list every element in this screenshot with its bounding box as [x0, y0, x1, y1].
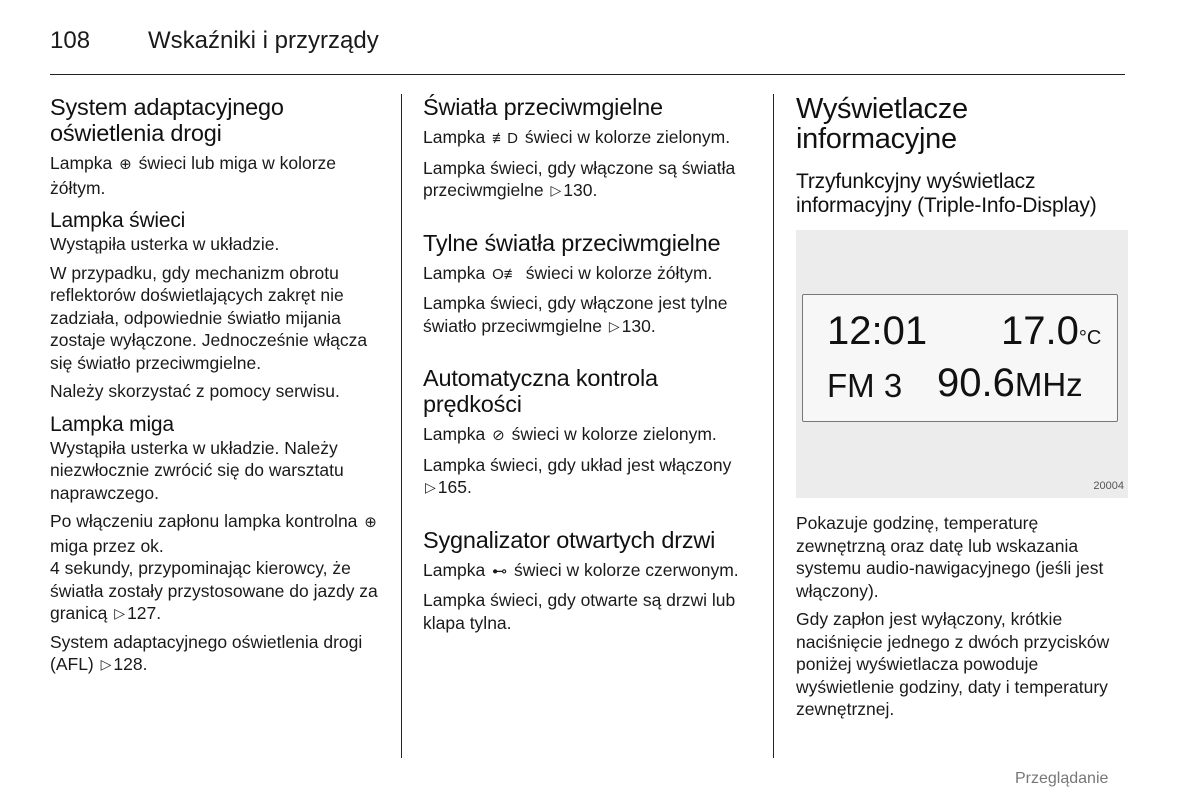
page-reference[interactable]: 127.	[127, 603, 162, 623]
paragraph: Lampka ⊘ świeci w kolorze zielonym.	[423, 424, 717, 444]
display-temperature: 17.0°C	[1001, 309, 1102, 353]
paragraph: Lampka świeci, gdy włączone jest tylne światło przeciwmgielne ▷ 130.	[423, 293, 728, 336]
section-heading-info-displays: Wyświetlacze informacyjne	[796, 93, 968, 155]
section-heading-cruise-control: Automatyczna kontrola prędkości	[423, 365, 658, 417]
section-heading-afl: System adaptacyjnego oświetlenia drogi	[50, 94, 284, 146]
subheading-triple-info-display: Trzyfunkcyjny wyświetlacz informacyjny (Triple-Info-Display)	[796, 170, 1097, 217]
temperature-unit: °C	[1078, 327, 1102, 349]
paragraph: Wystąpiła usterka w układzie. Należy niezwłocznie zwrócić się do warsztatu naprawczego.	[50, 437, 344, 503]
browse-link[interactable]: Przeglądanie	[1015, 770, 1109, 787]
page-reference-icon: ▷	[608, 317, 620, 334]
paragraph: Wystąpiła usterka w układzie.	[50, 234, 280, 254]
page-reference[interactable]: 165.	[437, 477, 472, 497]
section-heading-rear-fog: Tylne światła przeciwmgielne	[423, 229, 721, 256]
running-title: Wskaźniki i przyrządy	[148, 27, 379, 54]
column-afl	[50, 94, 386, 676]
page-header	[50, 22, 1125, 75]
paragraph: Gdy zapłon jest wyłączony, krótkie naciśnięcie jednego z dwóch przycisków poniżej wyświetlacza powoduje wyświetlenie godziny, daty i temperatury zewnętrznej.	[796, 609, 1110, 719]
column-divider	[401, 94, 402, 758]
paragraph: Lampka ⊕ świeci lub miga w kolorze żółtym.	[50, 153, 337, 198]
paragraph: Lampka ≢D świeci w kolorze zielonym.	[423, 127, 731, 147]
subheading-lamp-blinks: Lampka miga	[50, 412, 174, 436]
frequency-unit: MHz	[1014, 366, 1083, 403]
lcd-screen	[802, 294, 1118, 422]
column-divider	[773, 94, 774, 758]
section-heading-fog-lights: Światła przeciwmgielne	[423, 94, 663, 120]
paragraph: Pokazuje godzinę, temperaturę zewnętrzną oraz datę lub wskazania systemu audio-nawigacyjnego (jeśli jest włączony).	[796, 513, 1104, 601]
display-radio-source: FM 3	[827, 367, 903, 404]
paragraph: Lampka O≢ świeci w kolorze żółtym.	[423, 262, 713, 283]
afl-indicator-icon: ⊕	[364, 514, 377, 531]
section-heading-door-open: Sygnalizator otwartych drzwi	[423, 526, 716, 553]
paragraph: W przypadku, gdy mechanizm obrotu reflektorów doświetlających zakręt nie zadziała, odpowiednie światło mijania zostaje wyłączone. Jednocześnie włącza się światło przeciwmgielne.	[50, 262, 368, 373]
fog-light-icon: ≢D	[492, 130, 518, 147]
page-reference-icon: ▷	[425, 479, 436, 495]
display-time: 12:01	[827, 309, 928, 353]
paragraph: Należy skorzystać z pomocy serwisu.	[50, 381, 340, 401]
page-reference-icon: ▷	[100, 656, 112, 672]
page-reference[interactable]: 130.	[621, 315, 656, 336]
display-frequency: 90.6MHz	[937, 361, 1083, 405]
subheading-lamp-lit: Lampka świeci	[50, 209, 186, 232]
page-reference-icon: ▷	[114, 605, 126, 621]
display-illustration	[796, 230, 1128, 498]
page-number: 108	[50, 27, 91, 54]
column-info-display	[796, 94, 1128, 721]
figure-code: 20004	[1093, 480, 1124, 492]
paragraph: Lampka świeci, gdy układ jest włączony ▷ 165.	[423, 454, 732, 497]
paragraph: Lampka świeci, gdy otwarte są drzwi lub klapa tylna.	[423, 590, 736, 633]
page-reference[interactable]: 128.	[113, 654, 148, 674]
afl-indicator-icon: ⊕	[119, 156, 132, 173]
cruise-control-icon: ⊘	[492, 427, 505, 444]
paragraph: Lampka świeci, gdy włączone są światła przeciwmgielne ▷ 130.	[423, 157, 736, 200]
rear-fog-light-icon: O≢	[492, 265, 519, 283]
paragraph: Lampka ⊷ świeci w kolorze czerwonym.	[423, 559, 739, 580]
paragraph: System adaptacyjnego oświetlenia drogi (AFL) ▷ 128.	[50, 631, 363, 674]
column-indicators	[423, 94, 759, 634]
page-reference-icon: ▷	[550, 182, 562, 198]
paragraph: Po włączeniu zapłonu lampka kontrolna ⊕ miga przez ok. 4 sekundy, przypominając kierowcy, że światła zostały przystosowane do jazdy za granicą ▷ 127.	[50, 511, 378, 623]
door-open-icon: ⊷	[492, 562, 508, 580]
page-reference[interactable]: 130.	[563, 180, 598, 200]
